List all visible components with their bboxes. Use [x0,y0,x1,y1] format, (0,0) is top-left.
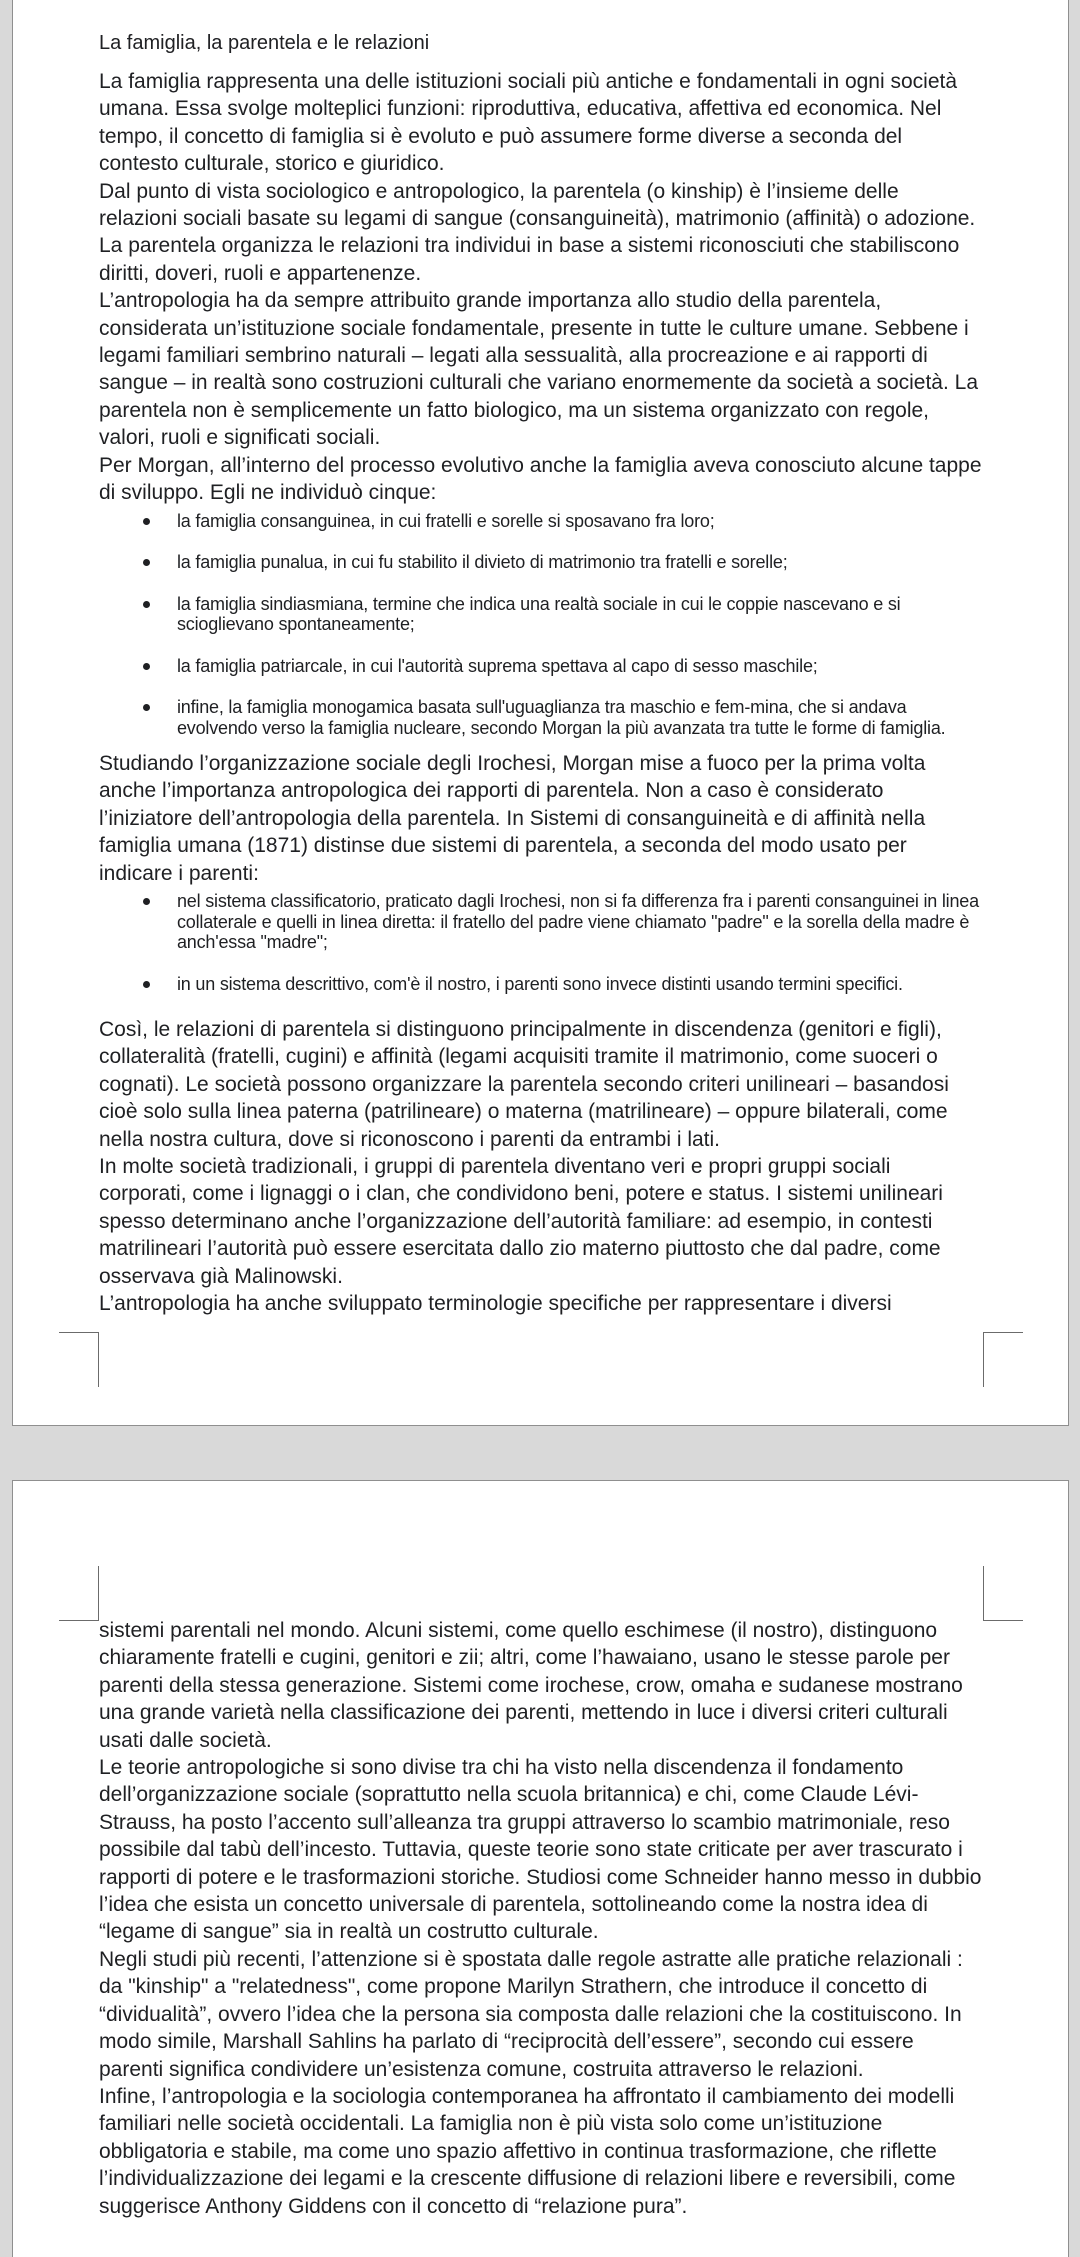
margin-corner-mark-top-left [59,1566,99,1621]
list-item-sistema-classificatorio: nel sistema classificatorio, praticato dagli Irochesi, non si fa differenza fra i parenti consanguinei in linea collaterale e quelli in linea diretta: il fratello del padre viene chiamato "padre" e la sorella della madre è anch'essa "madre"; [99,891,982,953]
paragraph-morgan-tappe: Per Morgan, all’interno del processo evolutivo anche la famiglia aveva conosciuto alcune tappe di sviluppo. Egli ne individuò cinque: [99,453,982,505]
list-item-sistema-descrittivo: in un sistema descrittivo, com'è il nostro, i parenti sono invece distinti usando termini specifici. [99,974,982,995]
paragraph-sistemi-parentali: sistemi parentali nel mondo. Alcuni sistemi, come quello eschimese (il nostro), distinguono chiaramente fratelli e cugini, genitori e zii; altri, come l’hawaiano, usano le stesse parole per parenti della stessa generazione. Sistemi come irochese, crow, omaha e sudanese mostrano una grande varietà nella classificazione dei parenti, mettendo in luce i diversi criteri culturali usati dalle società. [99,1619,963,1752]
paragraph-famiglia-intro: La famiglia rappresenta una delle istituzioni sociali più antiche e fondamentali in ogni società umana. Essa svolge molteplici funzioni: riproduttiva, educativa, affettiva ed economica. Nel tempo, il concetto di famiglia si è evoluto e può assumere forme diverse a seconda del contesto culturale, storico e giuridico. [99,70,958,176]
list-item-famiglia-consanguinea: la famiglia consanguinea, in cui fratelli e sorelle si sposavano fra loro; [99,511,982,532]
list-item-famiglia-monogamica: infine, la famiglia monogamica basata sull'uguaglianza tra maschio e fem-mina, che si andava evolvendo verso la famiglia nucleare, secondo Morgan la più avanzata tra tutte le forme di famiglia. [99,697,982,738]
page-break-gap [0,1426,1080,1480]
page-1-text-area[interactable] [13,0,1068,1318]
paragraph-studi-recenti: Negli studi più recenti, l’attenzione si è spostata dalle regole astratte alle pratiche relazionali : da "kinship" a "relatedness", come propone Marilyn Strathern, che introduce il concetto di “dividualità”, ovvero l’idea che la persona sia composta dalle relazioni che la costituiscono. In modo simile, Marshall Sahlins ha parlato di “reciprocità dell’essere”, secondo cui essere parenti significa condividere un’esistenza comune, costruita attraverso le relazioni. [99,1947,963,2081]
list-item-famiglia-sindiasmiana: la famiglia sindiasmiana, termine che indica una realtà sociale in cui le coppie nascevano e si scioglievano spontaneamente; [99,594,982,635]
paragraph-antropologia-parentela: L’antropologia ha da sempre attribuito grande importanza allo studio della parentela, considerata un’istituzione sociale fondamentale, presente in tutte le culture umane. Sebbene i legami familiari sembrino naturali – legati alla sessualità, alla procreazione e ai rapporti di sangue – in realtà sono costruzioni culturali che variano enormemente da società a società. La parentela non è semplicemente un fatto biologico, ma un sistema organizzato con regole, valori, ruoli e significati sociali. [99,289,979,450]
margin-corner-mark-bottom-left [59,1332,99,1387]
paragraph-teorie-antropologiche: Le teorie antropologiche si sono divise tra chi ha visto nella discendenza il fondamento dell’organizzazione sociale (soprattutto nella scuola britannica) e chi, come Claude Lévi-Strauss, ha posto l’accento sull’alleanza tra gruppi attraverso lo scambio matrimoniale, reso possibile dal tabù dell’incesto. Tuttavia, queste teorie sono state criticate per aver trascurato i rapporti di potere e le trasformazioni storiche. Studiosi come Schneider hanno messo in dubbio l’idea che esista un concetto universale di parentela, sottolineando come la nostra idea di “legame di sangue” sia in realtà un costrutto culturale. [99,1756,982,1944]
blank-line [99,1006,982,1016]
kinship-systems-list [99,891,982,994]
list-item-famiglia-patriarcale: la famiglia patriarcale, in cui l'autorità suprema spettava al capo di sesso maschile; [99,656,982,677]
paragraph-irochesi: Studiando l’organizzazione sociale degli Irochesi, Morgan mise a fuoco per la prima volta anche l’importanza antropologica dei rapporti di parentela. Non a caso è considerato l’iniziatore dell’antropologia della parentela. In Sistemi di consanguineità e di affinità nella famiglia umana (1871) distinse due sistemi di parentela, a seconda del modo usato per indicare i parenti: [99,752,926,885]
page-2-text-area[interactable] [13,1481,1068,2220]
document-page-1 [12,0,1069,1426]
document-title: La famiglia, la parentela e le relazioni [99,32,430,54]
list-item-famiglia-punalua: la famiglia punalua, in cui fu stabilito il divieto di matrimonio tra fratelli e sorelle; [99,552,982,573]
margin-corner-mark-top-right [983,1566,1023,1621]
paragraph-terminologie-inizio: L’antropologia ha anche sviluppato terminologie specifiche per rappresentare i diversi [99,1292,892,1316]
document-page-2 [12,1480,1069,2257]
paragraph-famiglia-contemporanea: Infine, l’antropologia e la sociologia contemporanea ha affrontato il cambiamento dei modelli familiari nelle società occidentali. La famiglia non è più vista solo come un’istituzione obbligatoria e stabile, ma come uno spazio affettivo in continua trasformazione, che riflette l’individualizzazione dei legami e la crescente diffusione di relazioni libere e reversibili, come suggerisce Anthony Giddens con il concetto di “relazione pura”. [99,2084,956,2218]
paragraph-discendenza-collateralita: Così, le relazioni di parentela si distinguono principalmente in discendenza (genitori e figli), collateralità (fratelli, cugini) e affinità (legami acquisiti tramite il matrimonio, come suoceri o cognati). Le società possono organizzare la parentela secondo criteri unilineari – basandosi cioè solo sulla linea paterna (patrilineare) o materna (matrilineare) – oppure bilaterali, come nella nostra cultura, dove si riconoscono i parenti da entrambi i lati. [99,1018,949,1151]
paragraph-gruppi-corporati: In molte società tradizionali, i gruppi di parentela diventano veri e propri gruppi sociali corporati, come i lignaggi o i clan, che condividono beni, potere e status. I sistemi unilineari spesso determinano anche l’organizzazione dell’autorità familiare: ad esempio, in contesti matrilineari l’autorità può essere esercitata dallo zio materno piuttosto che dal padre, come osservava già Malinowski. [99,1155,943,1288]
paragraph-parentela-definizione: Dal punto di vista sociologico e antropologico, la parentela (o kinship) è l’insieme delle relazioni sociali basate su legami di sangue (consanguineità), matrimonio (affinità) o adozione. La parentela organizza le relazioni tra individui in base a sistemi riconosciuti che stabiliscono diritti, doveri, ruoli e appartenenze. [99,179,976,285]
margin-corner-mark-bottom-right [983,1332,1023,1387]
morgan-family-stages-list [99,511,982,739]
